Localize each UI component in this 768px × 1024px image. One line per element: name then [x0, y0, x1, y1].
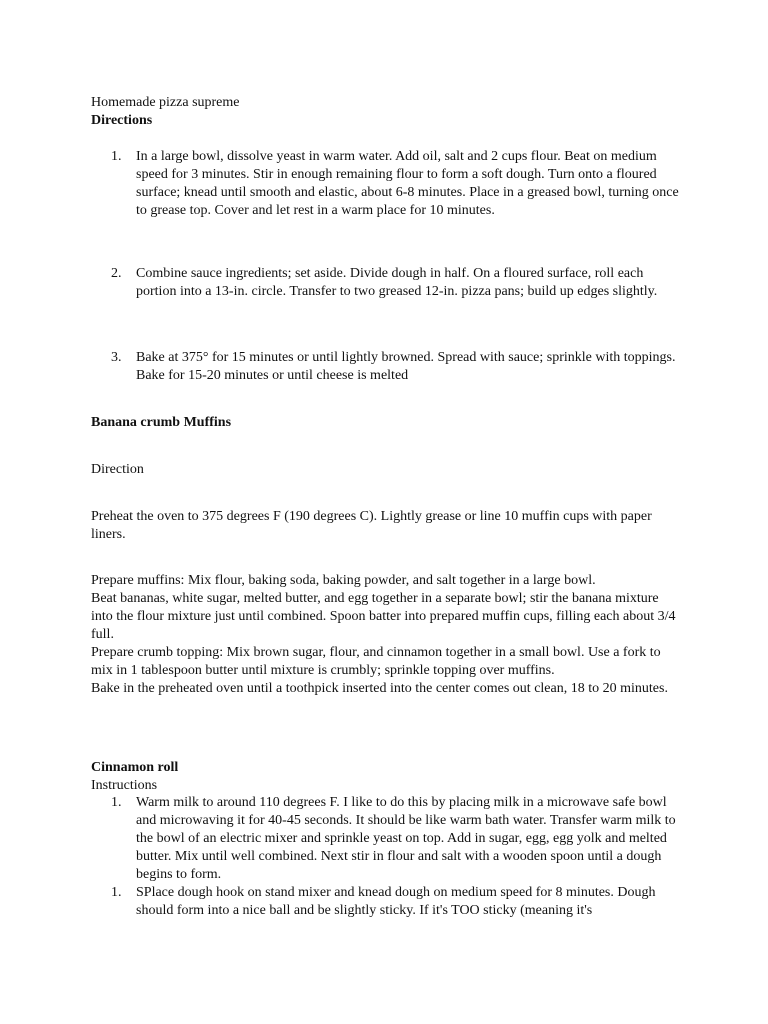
pizza-directions-heading: Directions [91, 113, 153, 128]
cinnamon-step-1 [91, 794, 681, 884]
step-text: Combine sauce ingredients; set aside. Divide dough in half. On a floured surface, roll each portion into a 13-in. circle. Transfer to two greased 12-in. pizza pans; build up edges slightly. [136, 266, 658, 299]
step-number: 1. [111, 885, 122, 900]
pizza-steps-list-3 [91, 349, 681, 385]
step-text: Warm milk to around 110 degrees F. I like to do this by placing milk in a microwave safe bowl and microwaving it for 40-45 seconds. It should be like warm bath water. Transfer warm milk to the bowl of an electric mixer and sprinkle yeast on top. Add in sugar, egg, egg yolk and melted butter. Mix until well combined. Next stir in flour and salt with a wooden spoon until a dough begins to form. [136, 795, 676, 882]
muffins-line-3: Prepare crumb topping: Mix brown sugar, flour, and cinnamon together in a small bowl. Use a fork to mix in 1 tablespoon butter until mixture is crumbly; sprinkle topping over muffins. [91, 645, 661, 678]
pizza-step-3 [91, 349, 681, 385]
step-text: In a large bowl, dissolve yeast in warm water. Add oil, salt and 2 cups flour. Beat on medium speed for 3 minutes. Stir in enough remaining flour to form a soft dough. Turn onto a floured surface; knead until smooth and elastic, about 6-8 minutes. Place in a greased bowl, turning once to grease top. Cover and let rest in a warm place for 10 minutes. [136, 149, 679, 218]
muffins-preheat-paragraph: Preheat the oven to 375 degrees F (190 degrees C). Lightly grease or line 10 muffin cups with paper liners. [91, 509, 652, 542]
muffins-line-4: Bake in the preheated oven until a toothpick inserted into the center comes out clean, 18 to 20 minutes. [91, 681, 668, 696]
step-text: SPlace dough hook on stand mixer and knead dough on medium speed for 8 minutes. Dough should form into a nice ball and be slightly sticky. If it's TOO sticky (meaning it's [136, 885, 656, 918]
muffins-instructions [91, 572, 681, 698]
cinnamon-steps-list [91, 794, 681, 920]
cinnamon-instructions-heading: Instructions [91, 778, 158, 793]
cinnamon-step-2 [91, 884, 681, 920]
step-number: 2. [111, 266, 122, 281]
step-number: 1. [111, 149, 122, 164]
muffins-title: Banana crumb Muffins [91, 415, 232, 430]
pizza-steps-list [91, 148, 681, 220]
cinnamon-title: Cinnamon roll [91, 760, 179, 775]
pizza-steps-list-2 [91, 265, 681, 301]
muffins-direction-heading: Direction [91, 462, 144, 477]
pizza-step-1 [91, 148, 681, 220]
pizza-title: Homemade pizza supreme [91, 95, 240, 110]
step-number: 3. [111, 350, 122, 365]
pizza-step-2 [91, 265, 681, 301]
step-number: 1. [111, 795, 122, 810]
step-text: Bake at 375° for 15 minutes or until lightly browned. Spread with sauce; sprinkle with toppings. Bake for 15-20 minutes or until cheese is melted [136, 350, 676, 383]
muffins-line-2: Beat bananas, white sugar, melted butter, and egg together in a separate bowl; stir the banana mixture into the flour mixture just until combined. Spoon batter into prepared muffin cups, filling each about 3/4 full. [91, 591, 676, 642]
muffins-line-1: Prepare muffins: Mix flour, baking soda, baking powder, and salt together in a large bowl. [91, 573, 596, 588]
